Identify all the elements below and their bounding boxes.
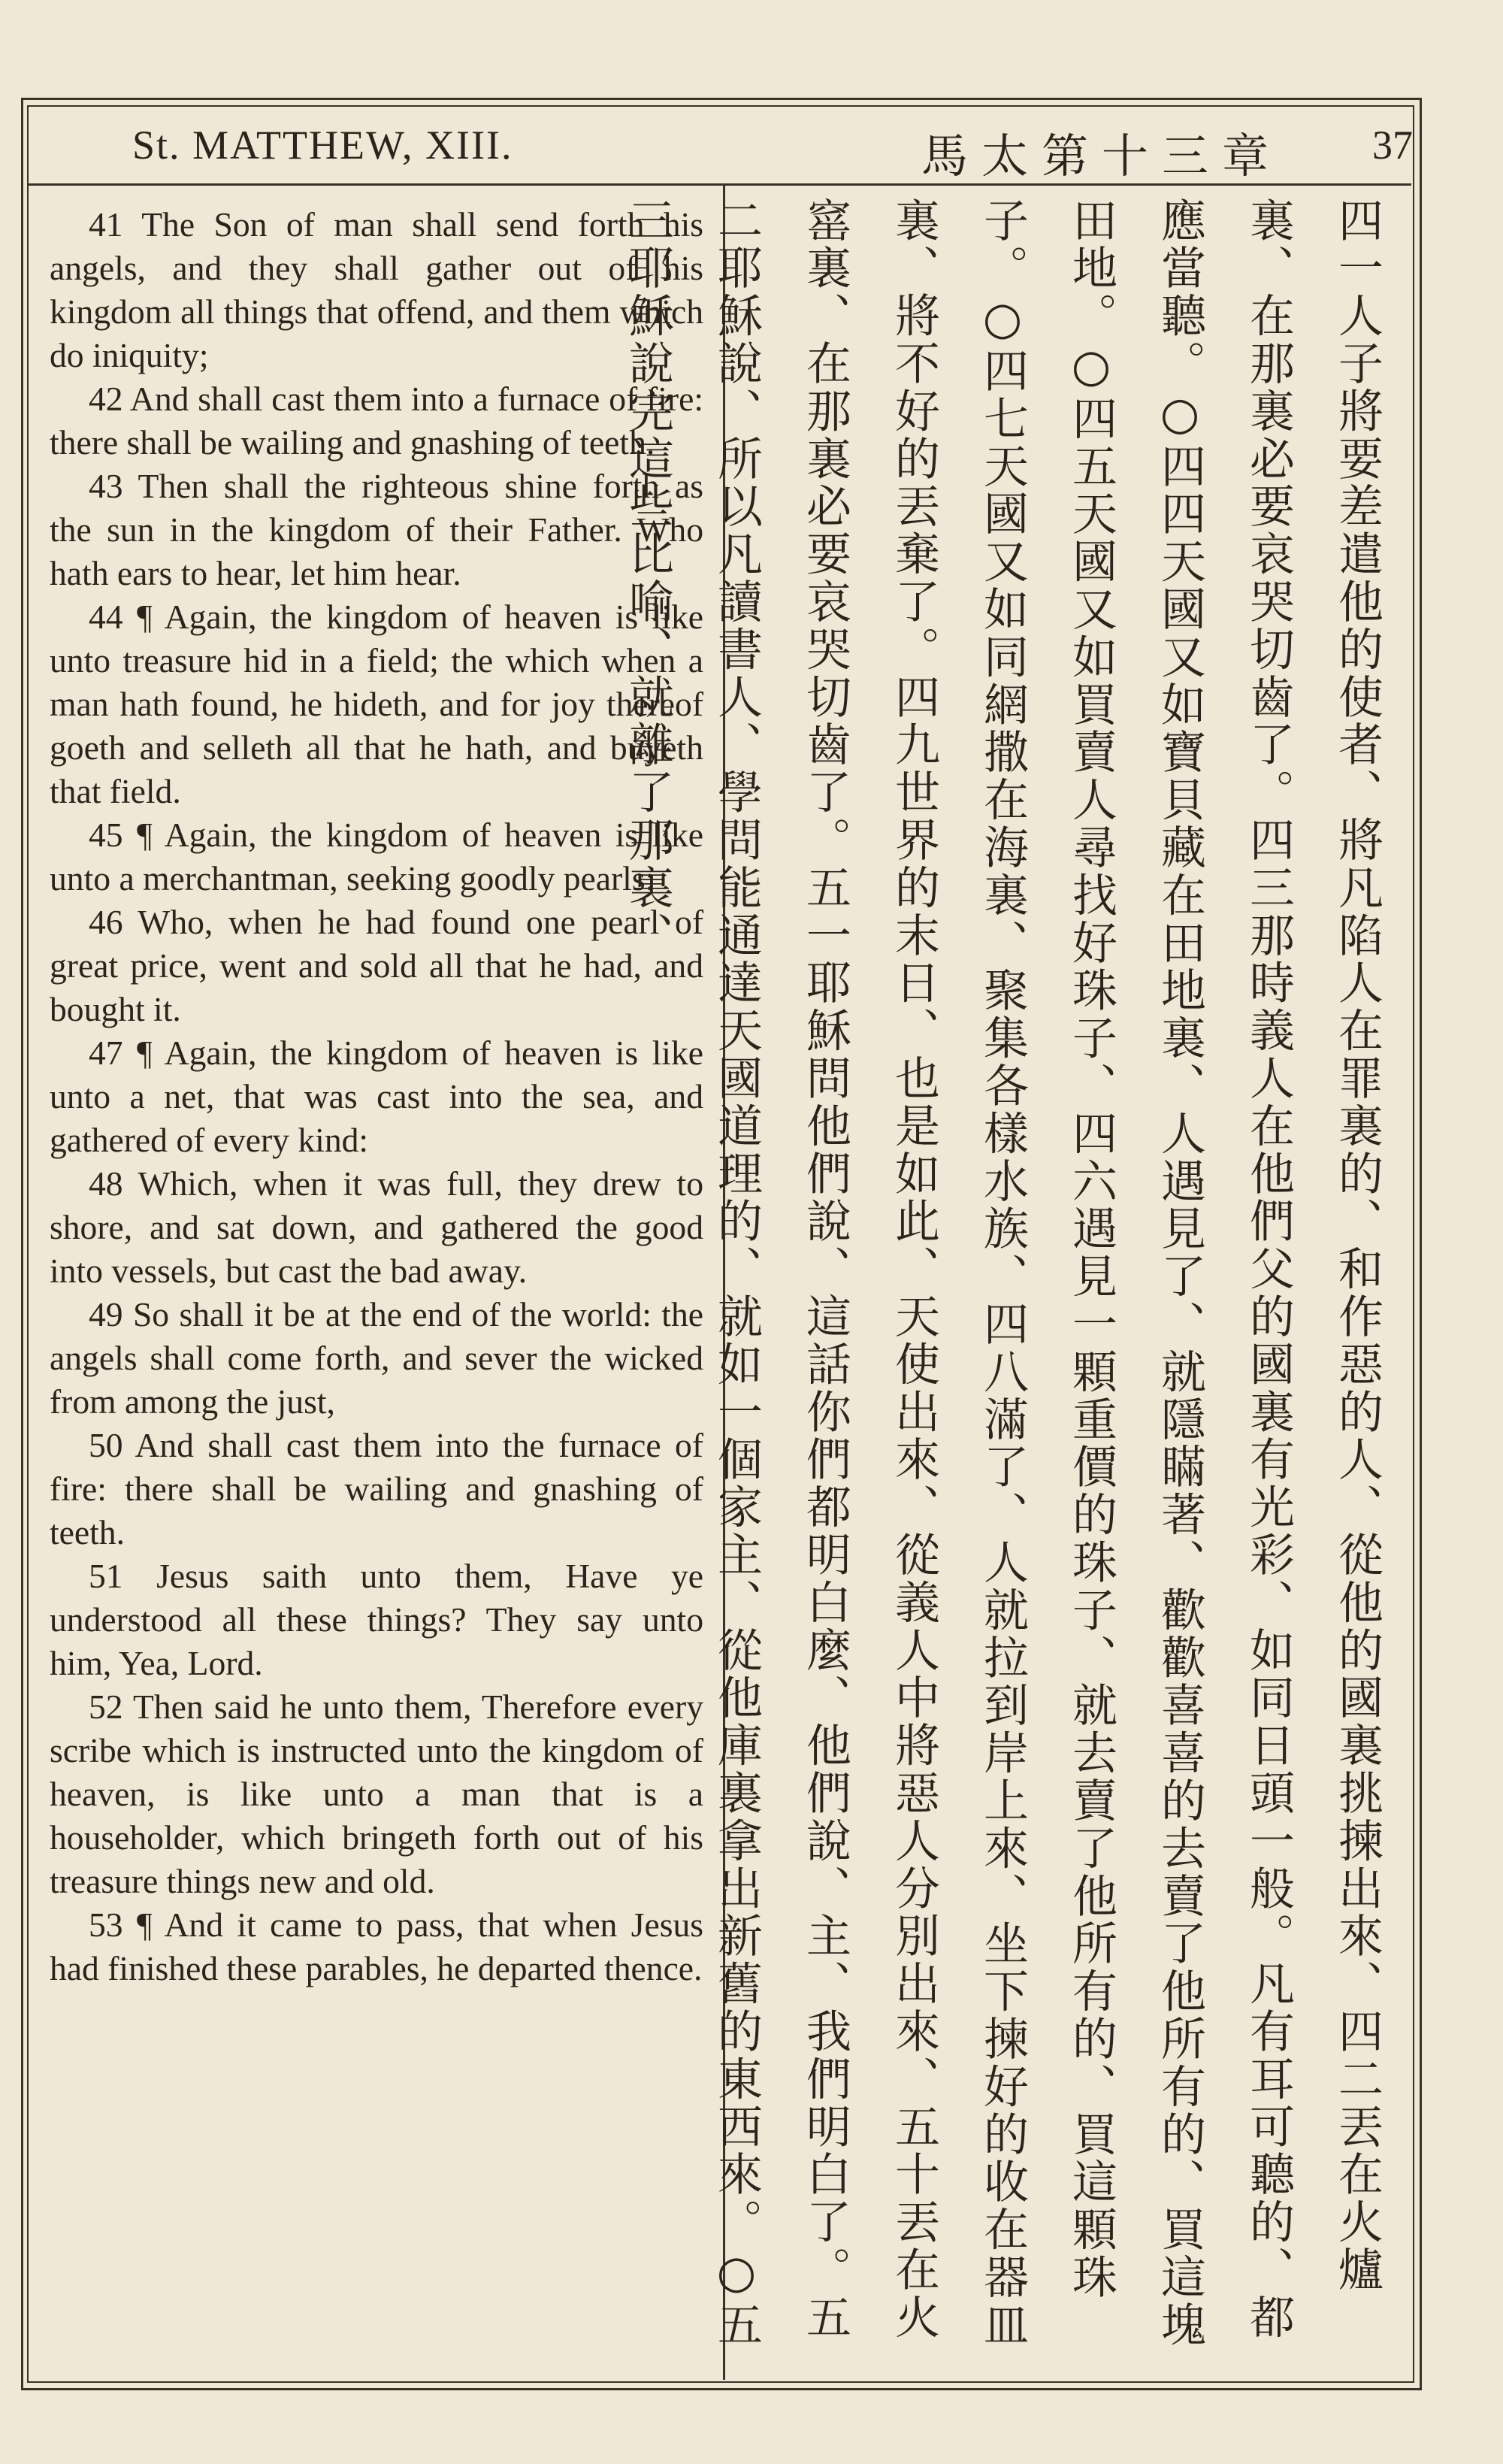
running-header bbox=[27, 105, 1411, 186]
verse-52: 52 Then said he unto them, Therefore every scribe which is instructed unto the kingdom of heaven, is like unto a man that is a householder, which bringeth forth out of his treasure things new and old. bbox=[50, 1688, 703, 1900]
verse-45: 45 ¶ Again, the kingdom of heaven is like unto a merchantman, seeking goodly pearls: bbox=[50, 816, 703, 898]
verse-47: 47 ¶ Again, the kingdom of heaven is like unto a net, that was cast into the sea, and gathered of every kind: bbox=[50, 1034, 703, 1159]
verse-42: 42 And shall cast them into a furnace of fire: there shall be wailing and gnashing of teeth. bbox=[50, 380, 703, 462]
verse-51: 51 Jesus saith unto them, Have ye understood all these things? They say unto him, Yea, Lord. bbox=[50, 1557, 703, 1682]
verse-49: 49 So shall it be at the end of the world: the angels shall come forth, and sever the wicked from among the just, bbox=[50, 1295, 703, 1421]
verse-44: 44 ¶ Again, the kingdom of heaven is like unto treasure hid in a field; the which when a man hath found, he hideth, and for joy thereof goeth and selleth all that he hath, and buyeth that field. bbox=[50, 598, 703, 810]
verse-53: 53 ¶ And it came to pass, that when Jesus had finished these parables, he departed thence. bbox=[50, 1906, 703, 1987]
verse-43: 43 Then shall the righteous shine forth as the sun in the kingdom of their Father. Who hath ears to hear, let him hear. bbox=[50, 467, 703, 592]
chinese-running-title: 馬太第十三章 bbox=[921, 129, 1283, 183]
verse-41: 41 The Son of man shall send forth his angels, and they shall gather out of his kingdom all things that offend, and them which do iniquity; bbox=[50, 205, 703, 374]
verse-48: 48 Which, when it was full, they drew to shore, and sat down, and gathered the good into vessels, but cast the bad away. bbox=[50, 1164, 703, 1290]
verse-50: 50 And shall cast them into the furnace of fire: there shall be wailing and gnashing of teeth. bbox=[50, 1426, 703, 1551]
chinese-text-column: 四一人子將要差遣他的使者、將凡陷人在罪裏的、和作惡的人、從他的國裏挑揀出來、四二丟在火爐裏、在那裏必要哀哭切齒了。四三那時義人在他們父的國裏有光彩、如同日頭一般。凡有耳可聽的、都應當聽。○四四天國又如寶貝藏在田地裏、人遇見了、就隱瞞著、歡歡喜喜的去賣了他所有的、買這塊田地。○四五天國又如買賣人尋找好珠子、四六遇見一顆重價的珠子、就去賣了他所有的、買這顆珠子。○四七天國又如同網撒在海裏、聚集各樣水族、四八滿了、人就拉到岸上來、坐下揀好的收在器皿裏、將不好的丟棄了。四九世界的末日、也是如此、天使出來、從義人中將惡人分別出來、五十丟在火窰裏、在那裏必要哀哭切齒了。五一耶穌問他們說、這話你們都明白麼、他們說、主、我們明白了。五二耶穌說、所以凡讀書人、學問能通達天國道理的、就如一個家主、從他庫裏拿出新舊的東西來。○五三耶穌說完這些比喻、就離了那裏、 bbox=[621, 197, 1384, 2349]
english-running-title: St. MATTHEW, XIII. bbox=[132, 123, 513, 168]
page-number: 37 bbox=[1372, 123, 1413, 168]
verse-46: 46 Who, when he had found one pearl of great price, went and sold all that he had, and bought it. bbox=[50, 903, 703, 1028]
